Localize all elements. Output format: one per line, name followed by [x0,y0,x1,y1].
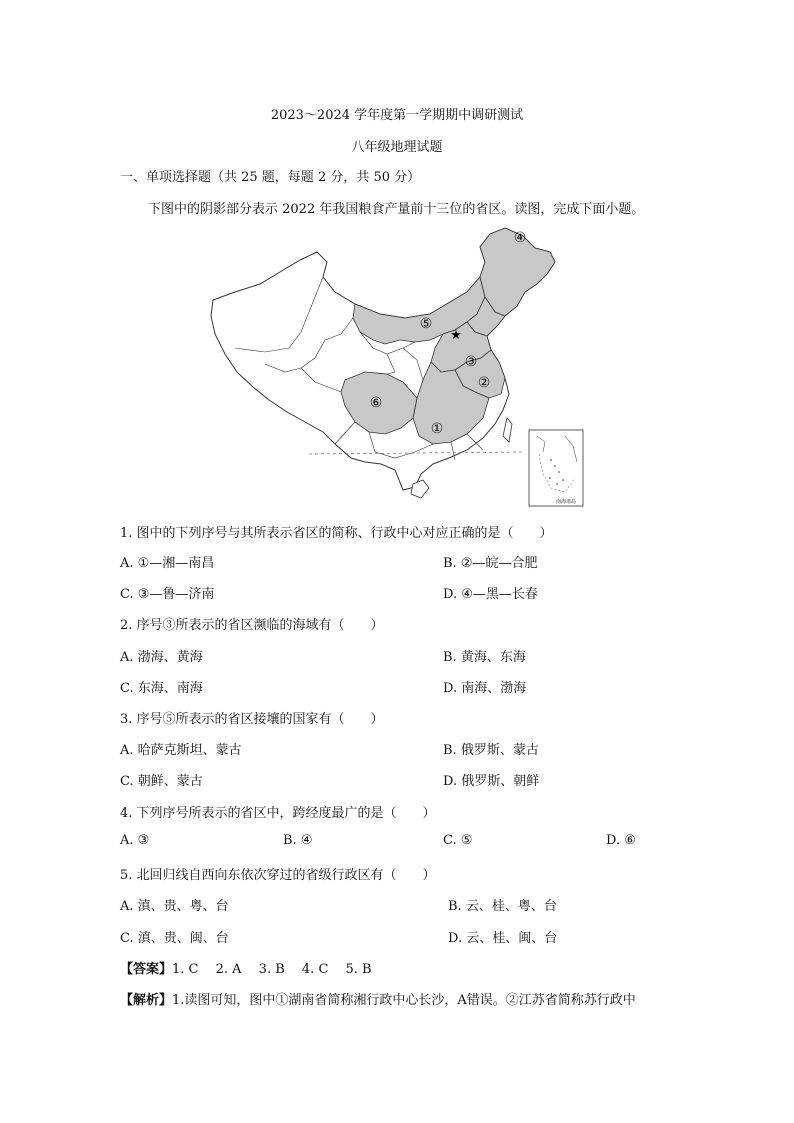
q4-option-a[interactable]: A. ③ [120,833,150,848]
marker-6: ⑥ [369,395,383,411]
q4-option-d[interactable]: D. ⑥ [606,833,636,848]
q2-option-b[interactable]: B. 黄海、东海 [443,650,526,665]
q4-option-c[interactable]: C. ⑤ [443,833,473,848]
analysis-line [120,989,636,1008]
q3-option-a[interactable]: A. 哈萨克斯坦、蒙古 [120,743,242,758]
china-grain-map [205,222,590,507]
section-intro: 下图中的阴影部分表示 2022 年我国粮食产量前十三位的省区。读图，完成下面小题。 [148,202,645,217]
q3-option-c[interactable]: C. 朝鲜、蒙古 [120,774,203,789]
question-4: 4. 下列序号所表示的省区中，跨经度最广的是（ ） [120,806,436,821]
capital-star-icon: ★ [450,328,462,343]
marker-4: ④ [513,230,527,246]
answer-text: 1. C 2. A 3. B 4. C 5. B [172,962,372,977]
q1-option-a[interactable]: A. ①—湘—南昌 [120,556,215,571]
marker-2: ② [477,375,491,391]
question-2: 2. 序号③所表示的省区濒临的海域有（ ） [120,618,384,633]
question-5: 5. 北回归线自西向东依次穿过的省级行政区有（ ） [120,868,436,883]
q2-option-c[interactable]: C. 东海、南海 [120,681,203,696]
q2-option-d[interactable]: D. 南海、渤海 [443,681,527,696]
q5-option-d[interactable]: D. 云、桂、闽、台 [448,931,558,946]
q1-option-d[interactable]: D. ④—黑—长春 [443,587,538,602]
section-heading: 一、单项选择题（共 25 题，每题 2 分，共 50 分） [120,170,421,185]
q5-option-b[interactable]: B. 云、桂、粤、台 [448,899,557,914]
q1-option-c[interactable]: C. ③—鲁—济南 [120,587,215,602]
q4-option-b[interactable]: B. ④ [283,833,313,848]
analysis-label: 【解析】 [120,993,173,1008]
answer-label: 【答案】 [120,962,173,977]
q2-option-a[interactable]: A. 渤海、黄海 [120,650,203,665]
q3-option-b[interactable]: B. 俄罗斯、蒙古 [443,743,539,758]
exam-title: 2023～2024 学年度第一学期期中调研测试 [270,108,524,123]
q3-option-d[interactable]: D. 俄罗斯、朝鲜 [443,774,540,789]
marker-1: ① [430,421,444,437]
marker-3: ③ [464,354,478,370]
taiwan-island [503,418,512,442]
south-china-sea-inset [529,430,583,506]
question-1: 1. 图中的下列序号与其所表示省区的简称、行政中心对应正确的是（ ） [120,526,553,541]
answer-line [120,958,372,977]
marker-5: ⑤ [419,316,433,332]
q1-option-b[interactable]: B. ②—皖—合肥 [443,556,538,571]
svg-text:南海诸岛: 南海诸岛 [555,499,577,505]
analysis-text: 1.读图可知，图中①湖南省简称湘行政中心长沙，A错误。②江苏省简称苏行政中 [172,993,636,1008]
q5-option-a[interactable]: A. 滇、贵、粤、台 [120,899,229,914]
question-3: 3. 序号⑤所表示的省区接壤的国家有（ ） [120,712,384,727]
q5-option-c[interactable]: C. 滇、贵、闽、台 [120,931,229,946]
exam-subtitle: 八年级地理试题 [351,140,443,155]
